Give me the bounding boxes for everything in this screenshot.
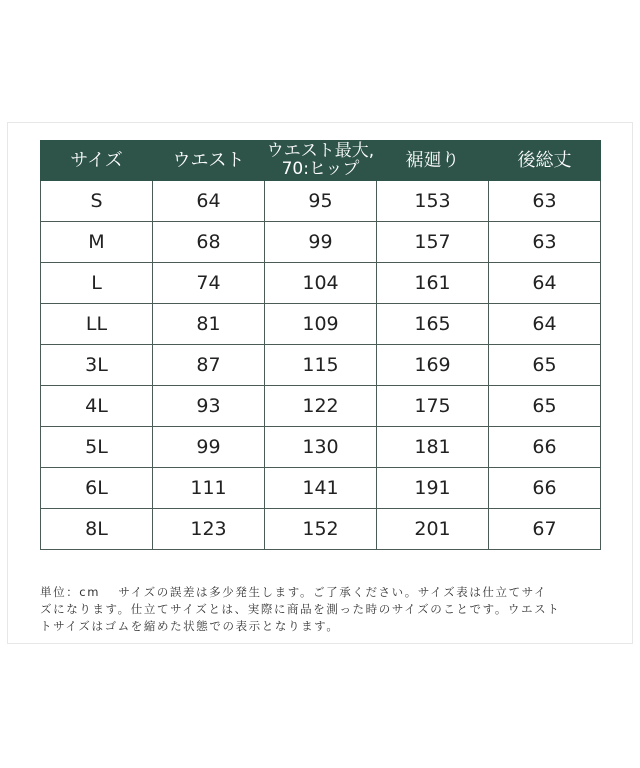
cell-back-length: 66 <box>489 427 601 468</box>
cell-waist: 123 <box>153 509 265 550</box>
cell-size: 6L <box>41 468 153 509</box>
cell-waist: 99 <box>153 427 265 468</box>
cell-waist: 64 <box>153 181 265 222</box>
cell-hem: 153 <box>377 181 489 222</box>
note-line-1: 単位：cm サイズの誤差は多少発生します。ご了承ください。サイズ表は仕立てサイ <box>40 585 548 599</box>
header-size: サイズ <box>41 141 153 181</box>
cell-waist-max-hip: 122 <box>265 386 377 427</box>
cell-hem: 165 <box>377 304 489 345</box>
table-body <box>41 181 601 550</box>
cell-back-length: 66 <box>489 468 601 509</box>
table-row <box>41 386 601 427</box>
cell-hem: 157 <box>377 222 489 263</box>
cell-hem: 169 <box>377 345 489 386</box>
cell-waist: 68 <box>153 222 265 263</box>
cell-waist-max-hip: 130 <box>265 427 377 468</box>
cell-size: 4L <box>41 386 153 427</box>
cell-size: 5L <box>41 427 153 468</box>
table-row <box>41 263 601 304</box>
note-line-3: トサイズはゴムを縮めた状態での表示となります。 <box>40 619 340 633</box>
cell-hem: 191 <box>377 468 489 509</box>
cell-back-length: 63 <box>489 181 601 222</box>
note-line-2: ズになります。仕立てサイズとは、実際に商品を測った時のサイズのことです。ウエスト <box>40 602 561 616</box>
cell-waist-max-hip: 141 <box>265 468 377 509</box>
header-total-back-length: 後総丈 <box>489 141 601 181</box>
cell-size: 3L <box>41 345 153 386</box>
cell-waist-max-hip: 152 <box>265 509 377 550</box>
cell-waist-max-hip: 109 <box>265 304 377 345</box>
cell-back-length: 65 <box>489 386 601 427</box>
cell-waist: 81 <box>153 304 265 345</box>
cell-back-length: 67 <box>489 509 601 550</box>
cell-waist: 111 <box>153 468 265 509</box>
header-waist-max-hip-label: ウエスト最大, 70:ヒップ <box>266 140 375 179</box>
cell-waist: 74 <box>153 263 265 304</box>
cell-size: M <box>41 222 153 263</box>
header-hem-circumference: 裾廻り <box>377 141 489 181</box>
cell-hem: 201 <box>377 509 489 550</box>
cell-hem: 181 <box>377 427 489 468</box>
size-chart-table <box>40 140 601 550</box>
table-row <box>41 427 601 468</box>
cell-back-length: 64 <box>489 304 601 345</box>
table-header <box>41 141 601 181</box>
cell-hem: 175 <box>377 386 489 427</box>
table-row <box>41 304 601 345</box>
cell-waist: 93 <box>153 386 265 427</box>
header-waist: ウエスト <box>153 141 265 181</box>
cell-waist: 87 <box>153 345 265 386</box>
cell-size: 8L <box>41 509 153 550</box>
cell-size: S <box>41 181 153 222</box>
header-waist-max-hip <box>265 141 377 181</box>
cell-waist-max-hip: 115 <box>265 345 377 386</box>
cell-size: LL <box>41 304 153 345</box>
cell-waist-max-hip: 104 <box>265 263 377 304</box>
cell-waist-max-hip: 95 <box>265 181 377 222</box>
cell-waist-max-hip: 99 <box>265 222 377 263</box>
cell-size: L <box>41 263 153 304</box>
table-row <box>41 509 601 550</box>
cell-back-length: 63 <box>489 222 601 263</box>
cell-hem: 161 <box>377 263 489 304</box>
header-row <box>41 141 601 181</box>
table-row <box>41 468 601 509</box>
cell-back-length: 65 <box>489 345 601 386</box>
table-row <box>41 345 601 386</box>
table-row <box>41 181 601 222</box>
table-row <box>41 222 601 263</box>
size-note <box>40 584 605 635</box>
cell-back-length: 64 <box>489 263 601 304</box>
